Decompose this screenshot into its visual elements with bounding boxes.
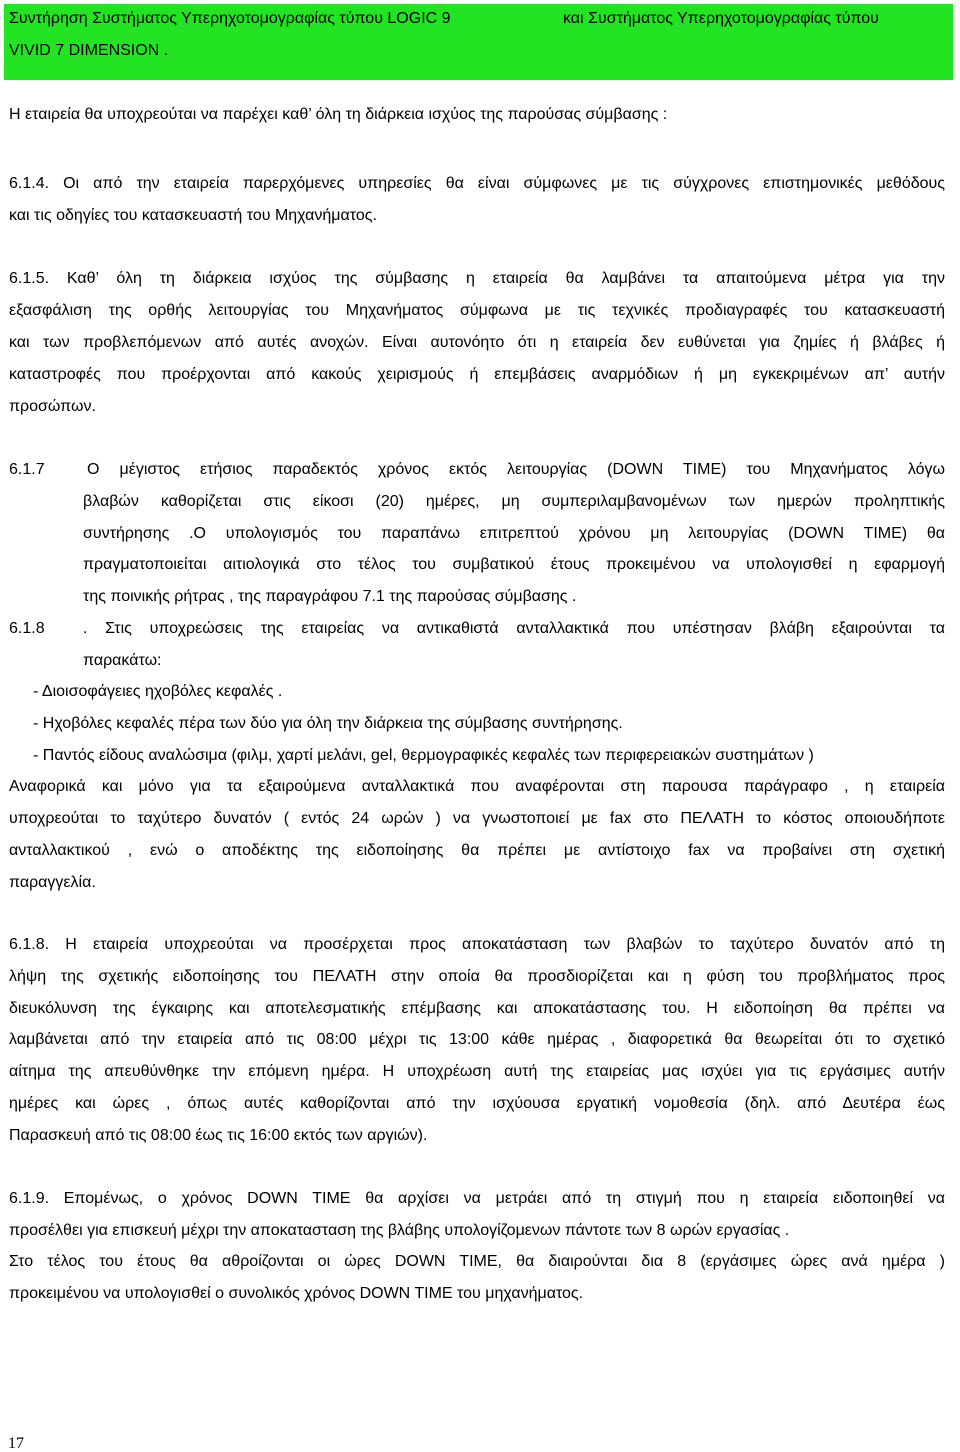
- clause-615-line: καταστροφές που προέρχονται από κακούς χειρισμούς ή επεμβάσεις αναρμόδιων ή μη εγκεκριμένων απ’ αυτήν: [9, 366, 945, 383]
- clause-615-line: 6.1.5. Καθ’ όλη τη διάρκεια ισχύος της σύμβασης η εταιρεία θα λαμβάνει τα απαιτούμενα μέτρα για την: [9, 270, 945, 287]
- clause-618a-tail: παραγγελία.: [9, 874, 96, 891]
- clause-614-line: 6.1.4. Οι από την εταιρεία παρερχόμενες υπηρεσίες θα είναι σύμφωνες με τις σύγχρονες επιστημονικές μεθόδους: [9, 175, 945, 192]
- clause-615-line: εξασφάλιση της ορθής λειτουργίας του Μηχανήματος σύμφωνα με τις τεχνικές προδιαγραφές του κατασκευαστή: [9, 302, 945, 319]
- clause-619-line: προκειμένου να υπολογισθεί ο συνολικός χρόνος DOWN TIME του μηχανήματος.: [9, 1285, 584, 1302]
- clause-614-line: και τις οδηγίες του κατασκευαστή του Μηχανήματος.: [9, 207, 377, 224]
- clause-618b-line: ημέρες και ώρες , όπως αυτές καθορίζονται από την ισχύουσα εργατική νομοθεσία (δηλ. από Δευτέρα έως: [9, 1095, 945, 1112]
- intro-text: Η εταιρεία θα υποχρεούται να παρέχει καθ’ όλη τη διάρκεια ισχύος της παρούσας σύμβασης :: [9, 106, 668, 123]
- clause-618a-tail: ανταλλακτικού , ενώ ο αποδέκτης της ειδοποίησης θα πρέπει με αντίστοιχο fax να προβαίνει στη σχετική: [9, 842, 945, 859]
- clause-618b-line: αίτημα της απευθύνθηκε την επόμενη ημέρα. Η υποχρέωση αυτή της εταιρείας μας ισχύει για τις εργάσιμες αυτήν: [9, 1063, 945, 1080]
- clause-618a-line: . Στις υποχρεώσεις της εταιρείας να αντικαθιστά ανταλλακτικά που υπέστησαν βλάβη εξαιρούνται τα: [83, 620, 945, 637]
- clause-617-line: της ποινικής ρήτρας , της παραγράφου 7.1 της παρούσας σύμβασης .: [83, 588, 577, 605]
- clause-617-line: πραγματοποιείται αιτιολογικά στο τέλος του συμβατικού έτους προκειμένου να υπολογισθεί η εφαρμογή: [83, 556, 945, 573]
- clause-618b-line: 6.1.8. Η εταιρεία υποχρεούται να προσέρχεται προς αποκατάσταση των βλαβών το ταχύτερο δυνατόν από τη: [9, 936, 945, 953]
- clause-618b-line: διευκόλυνση της έγκαιρης και αποτελεσματικής επέμβασης και αποκατάστασης του. Η ειδοποίηση θα πρέπει να: [9, 1000, 945, 1017]
- clause-619-line: προσέλθει για επισκευή μέχρι την αποκατασταση της βλάβης υπολογίζομενων πάντοτε των 8 ωρών εργασίας .: [9, 1222, 790, 1239]
- page-number: 17: [8, 1435, 24, 1452]
- heading-line-2: VIVID 7 DIMENSION .: [9, 42, 169, 59]
- clause-618b-line: Παρασκευή από τις 08:00 έως τις 16:00 εκτός των αργιών).: [9, 1127, 428, 1144]
- clause-618a-tail: Αναφορικά και μόνο για τα εξαιρούμενα ανταλλακτικά που αναφέρονται στη παρουσα παράγραφο , η εταιρεία: [9, 778, 945, 795]
- heading-line-1: [9, 11, 451, 27]
- heading-line-1-end: και Συστήματος Υπερηχοτομογραφίας τύπου: [563, 10, 879, 27]
- clause-617-line: συντήρησης .Ο υπολογισμός του παραπάνω επιτρεπτού χρόνου μη λειτουργίας (DOWN TIME) θα: [83, 525, 945, 542]
- clause-615-line: και των προβλεπόμενων από αυτές ανοχών. Είναι αυτονόητο ότι η εταιρεία δεν ευθύνεται για ζημίες ή βλάβες ή: [9, 334, 945, 351]
- heading-text-1: Συντήρηση Συστήματος Υπερηχοτομογραφίας τύπου: [9, 10, 388, 27]
- clause-618a-number: 6.1.8: [9, 620, 45, 637]
- heading-bold: LOGIC 9: [387, 10, 451, 27]
- clause-617-line: Ο μέγιστος ετήσιος παραδεκτός χρόνος εκτός λειτουργίας (DOWN TIME) του Μηχανήματος λόγω: [87, 461, 945, 478]
- clause-619-line: Στο τέλος του έτους θα αθροίζονται οι ώρες DOWN TIME, θα διαιρούνται δια 8 (εργάσιμες ώρες ανά ημέρα ): [9, 1253, 945, 1270]
- clause-618a-line: παρακάτω:: [83, 652, 162, 669]
- clause-615-line: προσώπων.: [9, 398, 96, 415]
- exclusion-item: - Διοισοφάγειες ηχοβόλες κεφαλές .: [33, 683, 283, 700]
- exclusion-item: - Ηχοβόλες κεφαλές πέρα των δύο για όλη την διάρκεια της σύμβασης συντήρησης.: [33, 715, 623, 732]
- clause-617-line: βλαβών καθορίζεται στις είκοσι (20) ημέρες, μη συμπεριλαμβανομένων των ημερών προληπτικής: [83, 493, 945, 510]
- clause-618b-line: λαμβάνεται από την εταιρεία από τις 08:00 μέχρι τις 13:00 κάθε ημέρας , διαφορετικά θα θεωρείται ότι το σχετικό: [9, 1031, 945, 1048]
- exclusion-item: - Παντός είδους αναλώσιμα (φιλμ, χαρτί μελάνι, gel, θερμογραφικές κεφαλές των περιφερειακών συστημάτων ): [33, 747, 814, 764]
- clause-619-line: 6.1.9. Επομένως, ο χρόνος DOWN TIME θα αρχίσει να μετράει από τη στιγμή που η εταιρεία ειδοποιηθεί να: [9, 1190, 945, 1207]
- clause-618a-tail: υποχρεούται το ταχύτερο δυνατόν ( εντός 24 ωρών ) να γνωστοποιεί με fax στο ΠΕΛΑΤΗ το κόστος οποιουδήποτε: [9, 810, 945, 827]
- clause-617-number: 6.1.7: [9, 461, 45, 478]
- clause-618b-line: λήψη της σχετικής ειδοποίησης του ΠΕΛΑΤΗ στην οποία θα προσδιορίζεται και η φύση του προβλήματος προς: [9, 968, 945, 985]
